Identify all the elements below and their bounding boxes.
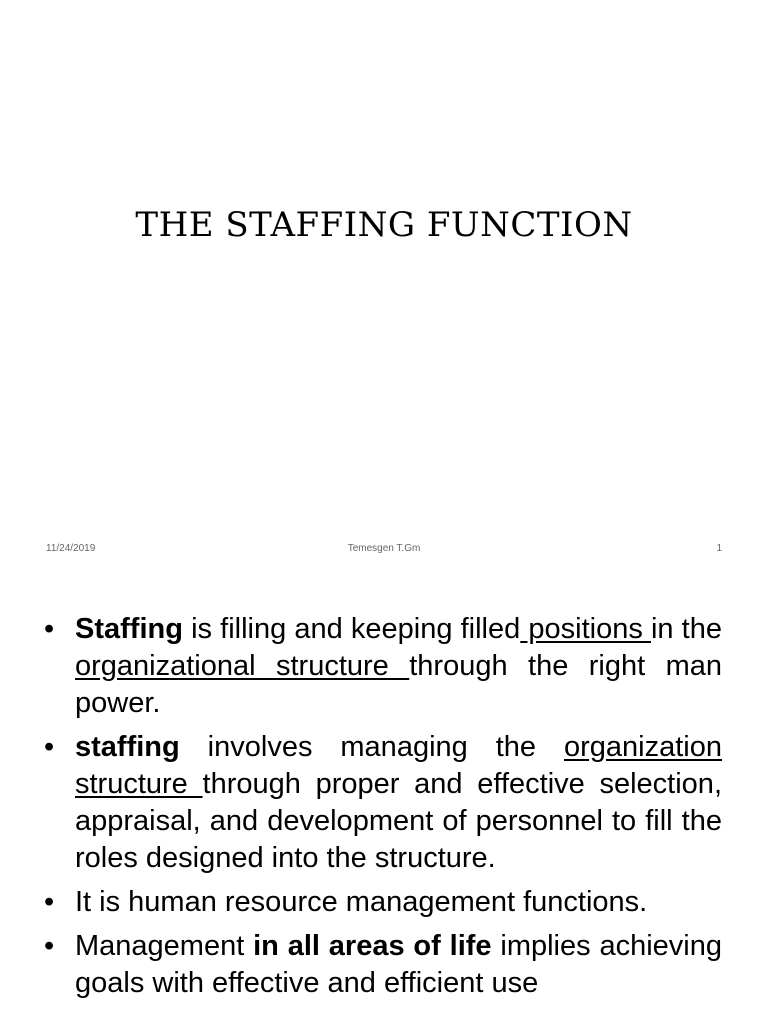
bullet-text: implies achieving goals with effective and efficient use — [75, 930, 722, 999]
footer-author: Temesgen T.Gm — [347, 543, 421, 554]
bullet-text: through proper and effective selection, appraisal, and development of personnel to fill the roles designed into the structure. — [75, 768, 722, 874]
bullet-item-staffing-involves — [44, 729, 722, 877]
bold-term: staffing — [75, 731, 180, 763]
underlined-term: organizational structure — [75, 650, 410, 682]
bullet-text: through the right man power. — [75, 650, 723, 719]
bullet-item-staffing-definition — [44, 611, 722, 722]
bullet-item-management — [44, 928, 722, 1002]
underlined-term: organization structure — [75, 731, 722, 800]
footer-date: 11/24/2019 — [46, 543, 96, 554]
underlined-term: positions — [520, 613, 651, 645]
bullet-text: is filling and keeping filled — [182, 613, 521, 645]
slide-title: THE STAFFING FUNCTION — [135, 205, 633, 245]
bullet-text: It is human resource management functions. — [75, 886, 648, 918]
bold-term: in all areas of life — [253, 930, 492, 962]
bold-term: Staffing — [75, 613, 183, 645]
bullet-list — [44, 611, 722, 1009]
bullet-text: Management — [75, 930, 254, 962]
footer-page-number: 1 — [716, 543, 722, 554]
bullet-text: involves managing the — [179, 731, 564, 763]
bullet-item-hrm — [44, 884, 722, 921]
content-slide — [0, 576, 768, 1024]
bullet-text: in the — [650, 613, 723, 645]
